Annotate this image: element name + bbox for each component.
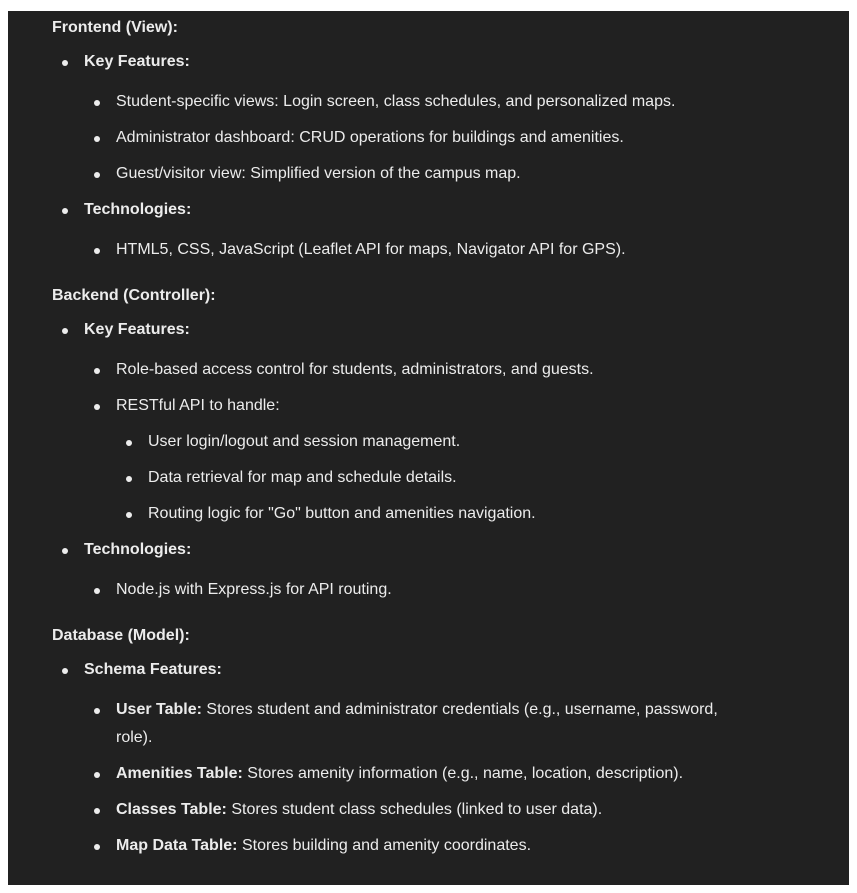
bullet-icon	[94, 772, 100, 778]
bullet-icon	[94, 808, 100, 814]
list-item: Role-based access control for students, administrators, and guests.	[116, 361, 594, 378]
frontend-technologies-label: Technologies:	[84, 201, 192, 218]
bullet-icon	[94, 708, 100, 714]
frontend-key-features-label: Key Features:	[84, 53, 190, 70]
bullet-icon	[94, 136, 100, 142]
bullet-icon	[126, 476, 132, 482]
bullet-icon	[62, 668, 68, 674]
list-item	[116, 800, 602, 820]
bullet-icon	[94, 368, 100, 374]
table-name: User Table:	[116, 701, 202, 718]
bullet-icon	[62, 60, 68, 66]
list-item: Student-specific views: Login screen, class schedules, and personalized maps.	[116, 93, 676, 110]
bullet-icon	[62, 548, 68, 554]
list-item-continuation: role).	[116, 729, 153, 746]
bullet-icon	[62, 208, 68, 214]
bullet-icon	[126, 440, 132, 446]
table-name: Amenities Table:	[116, 765, 243, 782]
list-item: Data retrieval for map and schedule details.	[148, 469, 457, 486]
bullet-icon	[94, 588, 100, 594]
bullet-icon	[94, 248, 100, 254]
bullet-icon	[94, 172, 100, 178]
section-heading-backend: Backend (Controller):	[52, 287, 216, 304]
list-item: Node.js with Express.js for API routing.	[116, 581, 392, 598]
bullet-icon	[126, 512, 132, 518]
database-schema-label: Schema Features:	[84, 661, 222, 678]
table-name: Classes Table:	[116, 801, 227, 818]
section-heading-frontend: Frontend (View):	[52, 19, 178, 36]
table-name: Map Data Table:	[116, 837, 238, 854]
list-item	[116, 764, 683, 784]
section-heading-database: Database (Model):	[52, 627, 190, 644]
bullet-icon	[94, 404, 100, 410]
backend-key-features-label: Key Features:	[84, 321, 190, 338]
list-item: Guest/visitor view: Simplified version of the campus map.	[116, 165, 521, 182]
table-description: Stores amenity information (e.g., name, location, description).	[242, 765, 684, 782]
list-item: RESTful API to handle:	[116, 397, 280, 414]
list-item: Routing logic for "Go" button and amenities navigation.	[148, 505, 536, 522]
list-item: User login/logout and session management.	[148, 433, 461, 450]
list-item	[116, 700, 718, 720]
table-description: Stores building and amenity coordinates.	[237, 837, 532, 854]
list-item: Administrator dashboard: CRUD operations for buildings and amenities.	[116, 129, 624, 146]
bullet-icon	[94, 100, 100, 106]
document-panel	[8, 11, 849, 885]
list-item	[116, 836, 531, 856]
backend-technologies-label: Technologies:	[84, 541, 192, 558]
bullet-icon	[94, 844, 100, 850]
table-description: Stores student and administrator credentials (e.g., username, password,	[201, 701, 718, 718]
list-item: HTML5, CSS, JavaScript (Leaflet API for maps, Navigator API for GPS).	[116, 241, 626, 258]
table-description: Stores student class schedules (linked to user data).	[226, 801, 603, 818]
bullet-icon	[62, 328, 68, 334]
